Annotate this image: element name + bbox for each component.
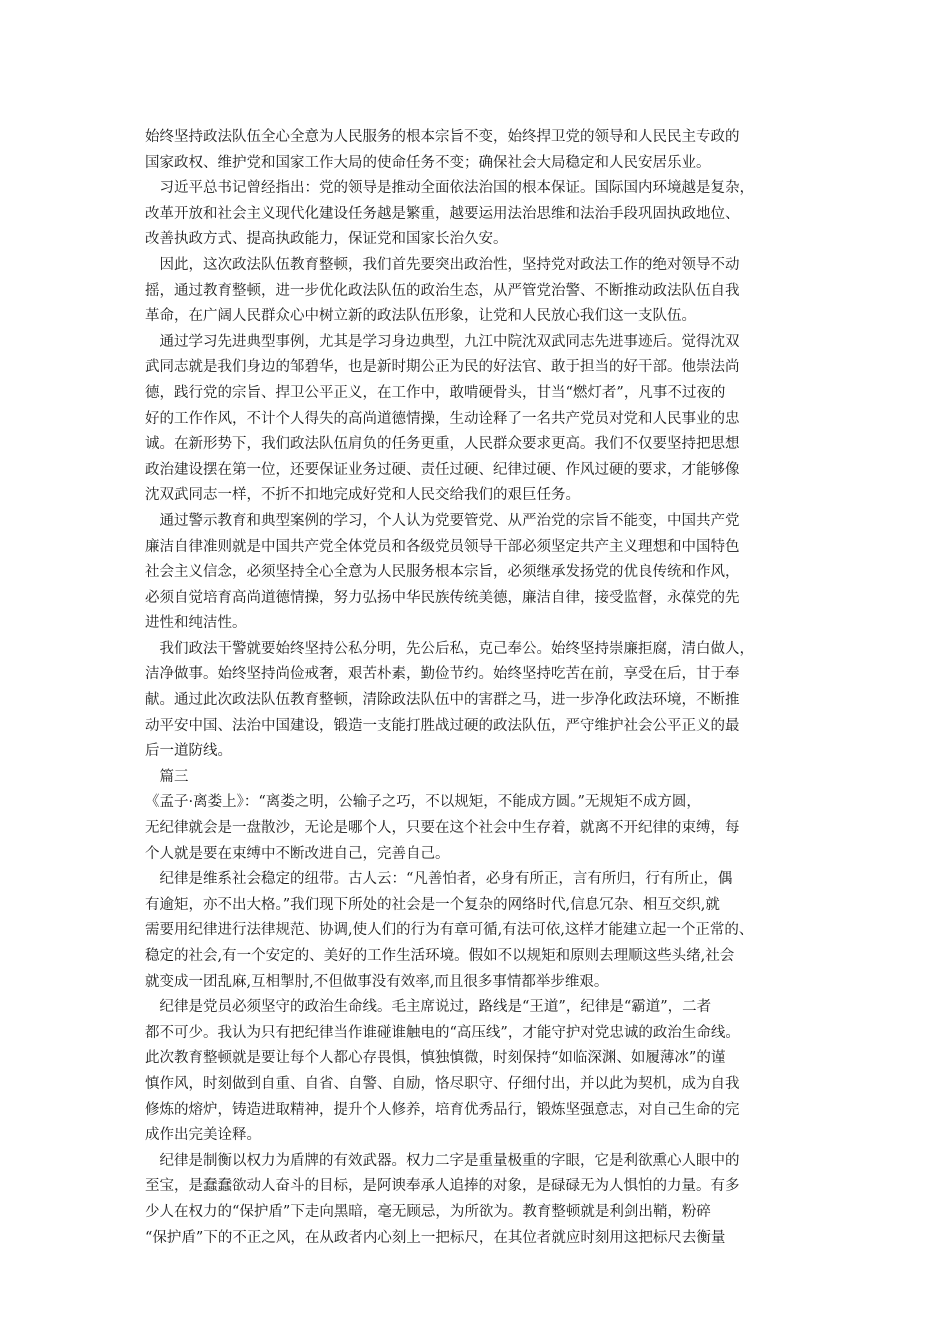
text-line: 纪律是维系社会稳定的纽带。古人云：“凡善怕者，必身有所正，言有所归，行有所止，偶 (145, 871, 733, 888)
text-line: 改革开放和社会主义现代化建设任务越是繁重，越要运用法治思维和法治手段巩固执政地位、 (145, 205, 740, 222)
text-line: 后一道防线。 (145, 743, 232, 760)
text-line: 廉洁自律准则就是中国共产党全体党员和各级党员领导干部必须坚定共产主义理想和中国特色 (145, 538, 740, 555)
text-line: 有逾矩，亦不出大格。”我们现下所处的社会是一个复杂的网络时代,信息冗杂、相互交织,就 (145, 896, 720, 913)
text-line: 稳定的社会,有一个安定的、美好的工作生活环境。假如不以规矩和原则去理顺这些头绪,社会 (145, 948, 735, 964)
section-heading: 篇三 (145, 768, 189, 785)
text-line: 政治建设摆在第一位，还要保证业务过硬、责任过硬、纪律过硬、作风过硬的要求，才能够像 (145, 461, 740, 478)
text-line: 革命，在广阔人民群众心中树立新的政法队伍形象，让党和人民放心我们这一支队伍。 (145, 308, 696, 325)
text-line: 洁净做事。始终坚持尚俭戒奢，艰苦朴素，勤俭节约。始终坚持吃苦在前，享受在后，甘于奉 (145, 666, 740, 683)
text-line: 此次教育整顿就是要让每个人都心存畏惧，慎独慎微，时刻保持“如临深渊、如履薄冰”的谨 (145, 1050, 726, 1067)
text-line: 纪律是党员必须坚守的政治生命线。毛主席说过，路线是“王道”，纪律是“霸道”，二者 (145, 999, 712, 1016)
text-line: 社会主义信念，必须坚持全心全意为人民服务根本宗旨，必须继承发扬党的优良传统和作风， (145, 564, 740, 581)
text-line: 个人就是要在束缚中不断改进自己，完善自己。 (145, 845, 450, 862)
text-line: 纪律是制衡以权力为盾牌的有效武器。权力二字是重量极重的字眼，它是利欲熏心人眼中的 (145, 1152, 740, 1169)
text-line: 沈双武同志一样，不折不扣地完成好党和人民交给我们的艰巨任务。 (145, 487, 580, 504)
text-line: 进性和纯洁性。 (145, 615, 247, 632)
text-line: 献。通过此次政法队伍教育整顿，清除政法队伍中的害群之马，进一步净化政法环境，不断推 (145, 692, 740, 709)
text-line: 习近平总书记曾经指出：党的领导是推动全面依法治国的根本保证。国际国内环境越是复杂， (145, 180, 754, 197)
text-line: 修炼的熔炉，铸造进取精神，提升个人修养，培育优秀品行，锻炼坚强意志，对自己生命的完 (145, 1101, 740, 1118)
text-line: 德，践行党的宗旨、捍卫公平正义，在工作中，敢啃硬骨头，甘当“燃灯者”，凡事不过夜的 (145, 384, 726, 401)
text-line: 无纪律就会是一盘散沙，无论是哪个人，只要在这个社会中生存着，就离不开纪律的束缚，每 (145, 820, 740, 837)
text-line: 动平安中国、法治中国建设，锻造一支能打胜战过硬的政法队伍，严守维护社会公平正义的最 (145, 717, 740, 734)
text-line: 始终坚持政法队伍全心全意为人民服务的根本宗旨不变，始终捍卫党的领导和人民民主专政的 (145, 129, 740, 145)
text-line: 因此，这次政法队伍教育整顿，我们首先要突出政治性，坚持党对政法工作的绝对领导不动 (145, 256, 740, 273)
text-line: 通过警示教育和典型案例的学习，个人认为党要管党、从严治党的宗旨不能变，中国共产党 (145, 512, 740, 529)
text-line: 改善执政方式、提高执政能力，保证党和国家长治久安。 (145, 231, 508, 248)
text-line: 需要用纪律进行法律规范、协调,使人们的行为有章可循,有法可依,这样才能建立起一个正常的、 (145, 922, 754, 939)
text-line: 必须自觉培育高尚道德情操，努力弘扬中华民族传统美德，廉洁自律，接受监督，永葆党的先 (145, 589, 740, 606)
text-line: 武同志就是我们身边的邹碧华，也是新时期公正为民的好法官、敢于担当的好干部。他崇法尚 (145, 359, 740, 376)
text-line: 诚。在新形势下，我们政法队伍肩负的任务更重，人民群众要求更高。我们不仅要坚持把思想 (145, 436, 740, 453)
text-line: “保护盾”下的不正之风，在从政者内心刻上一把标尺，在其位者就应时刻用这把标尺去衡量 (145, 1229, 726, 1246)
document-body (145, 125, 815, 1251)
text-line: 我们政法干警就要始终坚持公私分明，先公后私，克己奉公。始终坚持崇廉拒腐，清白做人， (145, 640, 754, 657)
text-line: 都不可少。我认为只有把纪律当作谁碰谁触电的“高压线”，才能守护对党忠诚的政治生命线。 (145, 1024, 740, 1041)
text-line: 摇，通过教育整顿，进一步优化政法队伍的政治生态，从严管党治警、不断推动政法队伍自我 (145, 282, 740, 299)
text-line: 《孟子·离娄上》：“离娄之明，公输子之巧，不以规矩，不能成方圆。”无规矩不成方圆， (145, 794, 701, 811)
text-line: 成作出完美诠释。 (145, 1127, 261, 1144)
text-line: 少人在权力的“保护盾”下走向黑暗，毫无顾忌，为所欲为。教育整顿就是利剑出鞘，粉碎 (145, 1203, 711, 1220)
text-line: 慎作风，时刻做到自重、自省、自警、自励，恪尽职守、仔细付出，并以此为契机，成为自我 (145, 1075, 740, 1092)
text-line: 好的工作作风，不计个人得失的高尚道德情操，生动诠释了一名共产党员对党和人民事业的忠 (145, 410, 740, 427)
text-line: 通过学习先进典型事例，尤其是学习身边典型，九江中院沈双武同志先进事迹后。觉得沈双 (145, 333, 740, 350)
text-line: 国家政权、维护党和国家工作大局的使命任务不变；确保社会大局稳定和人民安居乐业。 (145, 154, 711, 171)
text-line: 就变成一团乱麻,互相掣肘,不但做事没有效率,而且很多事情都举步维艰。 (145, 973, 609, 990)
text-line: 至宝，是蠢蠢欲动人奋斗的目标，是阿谀奉承人追捧的对象，是碌碌无为人惧怕的力量。有多 (145, 1178, 740, 1195)
